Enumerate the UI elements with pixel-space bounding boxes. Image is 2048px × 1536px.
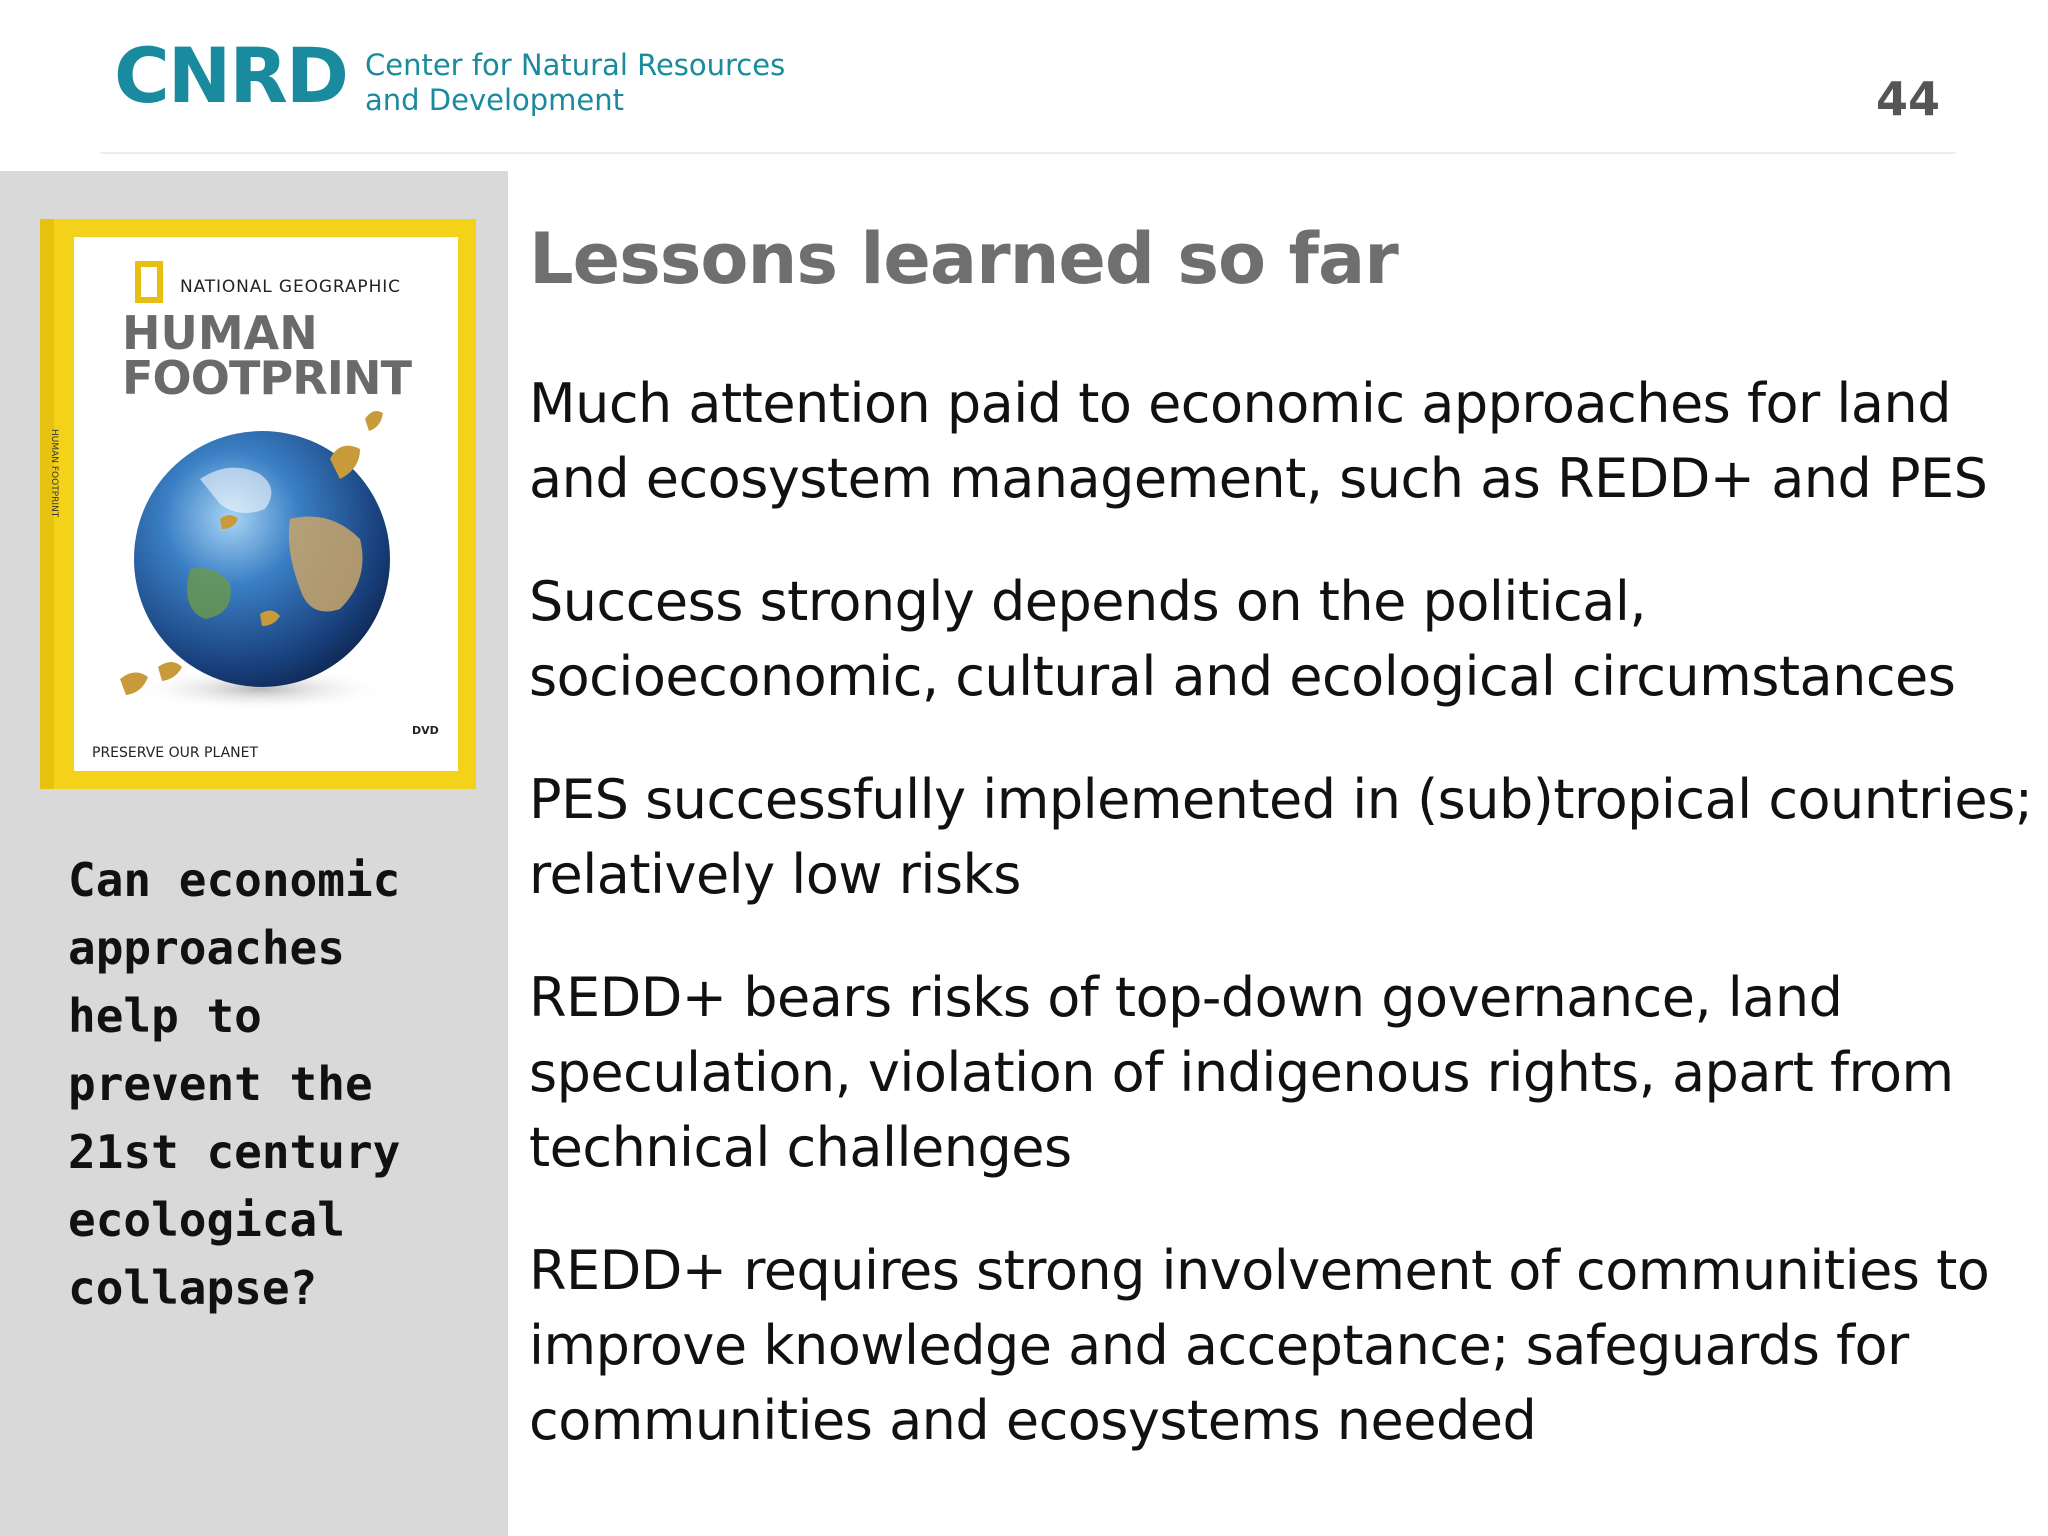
dvd-spine-text: HUMAN FOOTPRINT xyxy=(49,429,59,518)
lesson-line: relatively low risks xyxy=(529,843,1021,906)
lesson-line: PES successfully implemented in (sub)tropical countries; xyxy=(529,768,2033,831)
slide-number: 44 xyxy=(1875,72,1940,126)
lesson-line: Success strongly depends on the political, xyxy=(529,570,1646,633)
question-line: prevent the xyxy=(68,1057,373,1111)
question-line: approaches xyxy=(68,921,345,975)
question-line: Can economic xyxy=(68,853,401,907)
dvd-title-line-1: HUMAN xyxy=(122,306,318,360)
lesson-line: REDD+ bears risks of top-down governance, land xyxy=(529,966,1843,1029)
slide-header xyxy=(0,0,2048,170)
lesson-item xyxy=(529,960,2029,1185)
sidebar-question xyxy=(68,846,498,1322)
dvd-footer-text: PRESERVE OUR PLANET xyxy=(92,745,259,761)
lessons-list xyxy=(529,366,2033,1506)
dvd-cover-image xyxy=(40,219,476,789)
lesson-line: socioeconomic, cultural and ecological circumstances xyxy=(529,645,1956,708)
question-line: 21st century xyxy=(68,1125,401,1179)
dvd-brand-text: NATIONAL GEOGRAPHIC xyxy=(180,277,400,297)
lesson-line: technical challenges xyxy=(529,1116,1072,1179)
cnrd-logo: CNRD xyxy=(114,31,347,120)
lesson-item xyxy=(529,762,2033,912)
lesson-line: speculation, violation of indigenous rights, apart from xyxy=(529,1041,1954,1104)
lesson-item xyxy=(529,1233,2029,1458)
lesson-line: REDD+ requires strong involvement of communities to xyxy=(529,1239,1990,1302)
dvd-title-line-2: FOOTPRINT xyxy=(122,351,412,405)
dvd-logo-icon: DVD xyxy=(412,724,439,737)
lesson-item xyxy=(529,366,2029,516)
organization-name xyxy=(365,48,785,118)
question-line: help to xyxy=(68,989,262,1043)
organization-name-line-2: and Development xyxy=(365,83,625,117)
lesson-line: improve knowledge and acceptance; safeguards for xyxy=(529,1314,1909,1377)
lesson-line: and ecosystem management, such as REDD+ and PES xyxy=(529,447,1988,510)
question-line: collapse? xyxy=(68,1261,318,1315)
question-line: ecological xyxy=(68,1193,345,1247)
slide-title: Lessons learned so far xyxy=(529,218,1398,300)
lesson-line: communities and ecosystems needed xyxy=(529,1389,1537,1452)
lesson-line: Much attention paid to economic approaches for land xyxy=(529,372,1951,435)
organization-name-line-1: Center for Natural Resources xyxy=(365,48,786,82)
lesson-item xyxy=(529,564,2029,714)
header-divider xyxy=(100,152,1956,154)
